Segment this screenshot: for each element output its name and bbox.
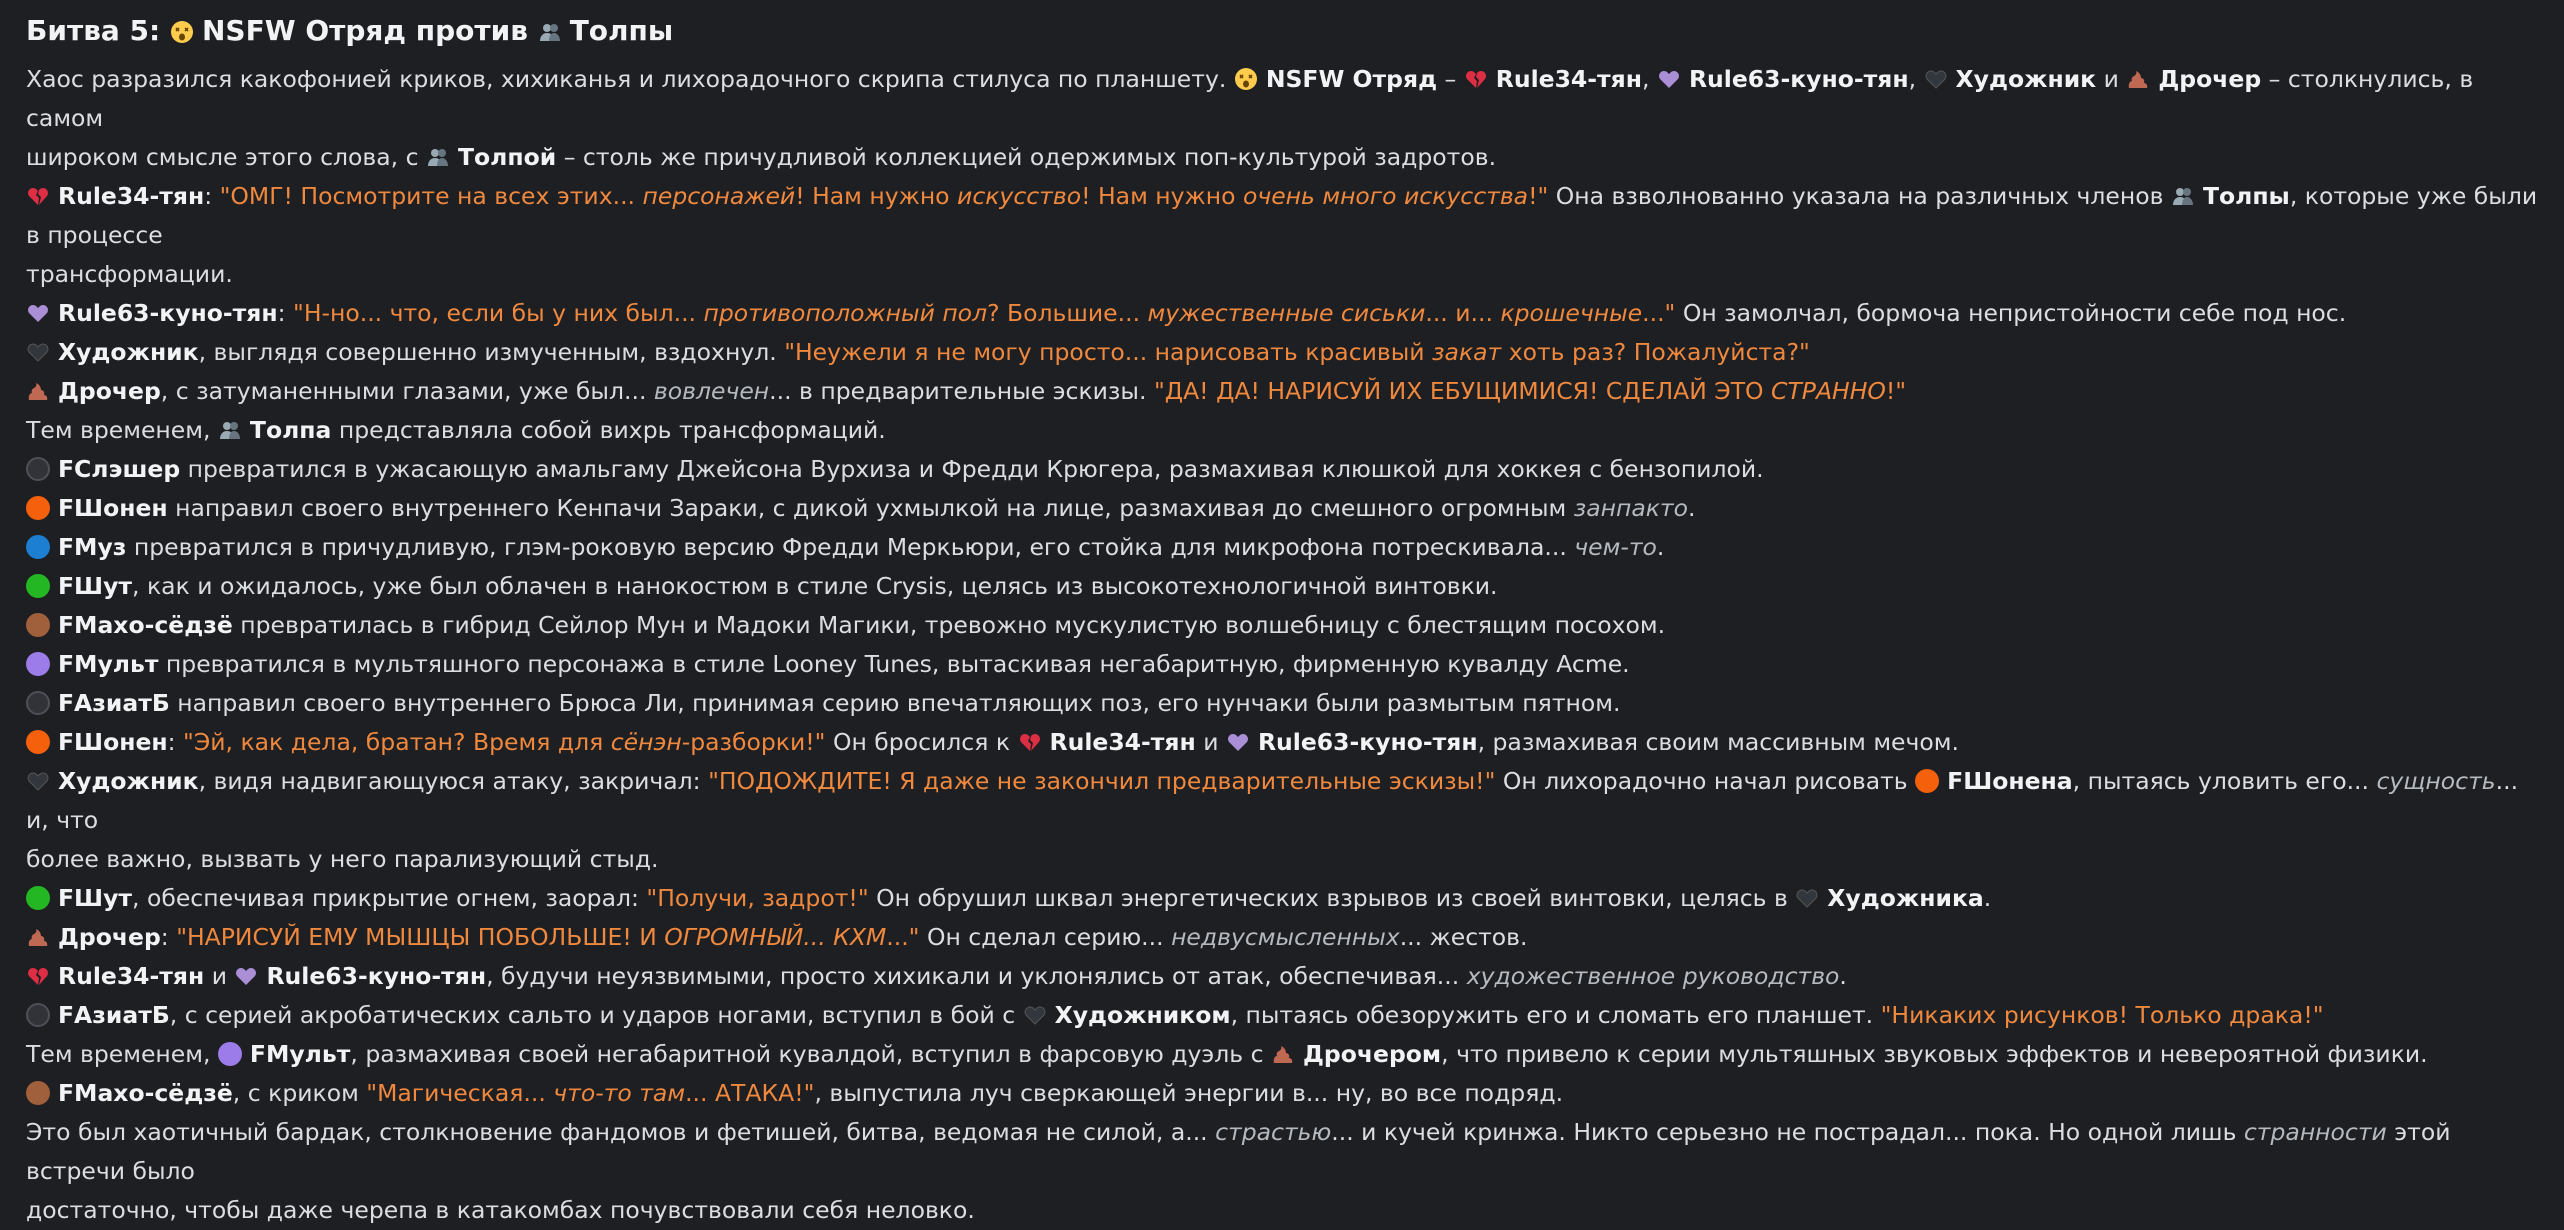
purple-heart-icon: [1226, 730, 1250, 754]
muz-text: FМуз: [58, 533, 127, 561]
l9i-text: чем-то: [1574, 533, 1657, 561]
l20c-text: , что привело к серии мультяшных звуковых эффектов и невероятной физики.: [1441, 1040, 2428, 1068]
artist-text: Художник: [1955, 65, 2097, 93]
l3qi2-text: мужественные сиськи: [1147, 299, 1426, 327]
broken-heart-icon: [26, 184, 50, 208]
l3q2-text: ? Большие...: [987, 299, 1148, 327]
l14d-text: , размахивая своим массивным мечом.: [1477, 728, 1959, 756]
black-heart-icon: [26, 340, 50, 364]
mahou-text: FМахо-сёдзё: [58, 611, 233, 639]
l17a-text: :: [160, 923, 177, 951]
orange-circle-icon: [1915, 769, 1939, 793]
purple-heart-icon: [1657, 67, 1681, 91]
brown-circle-icon: [26, 613, 50, 637]
line-aziat: [26, 684, 2538, 723]
busts-icon: [426, 145, 450, 169]
l1g-text: широком смысле этого слова, с: [26, 143, 426, 171]
l14q1-text: "Эй, как дела, братан? Время для: [183, 728, 611, 756]
orange-circle-icon: [26, 496, 50, 520]
paragraph-intro: [26, 60, 2538, 177]
l1b-text: –: [1437, 65, 1464, 93]
l16b-text: Он обрушил шквал энергетических взрывов из своей винтовки, целясь в: [868, 884, 1796, 912]
l18i-text: художественное руководство: [1466, 962, 1840, 990]
l6b-text: представляла собой вихрь трансформаций.: [331, 416, 886, 444]
line-aziat-fight: [26, 996, 2538, 1035]
poop-icon: [26, 925, 50, 949]
line-shonen: [26, 489, 2538, 528]
dizzy-face-icon: [170, 20, 194, 44]
l2qi1-text: персонажей: [642, 182, 796, 210]
l5b-text: ... в предварительные эскизы.: [769, 377, 1154, 405]
broken-heart-icon: [26, 964, 50, 988]
rule63-text: Rule63-куно-тян: [1688, 65, 1909, 93]
drocher-text: Дрочер: [2158, 65, 2262, 93]
l16q-text: "Получи, задрот!": [646, 884, 869, 912]
rule34-text: Rule34-тян: [58, 962, 205, 990]
black-heart-icon: [1795, 886, 1819, 910]
shonena-text: FШонена: [1947, 767, 2073, 795]
purple-heart-icon: [234, 964, 258, 988]
l22i1-text: страстью: [1215, 1118, 1332, 1146]
l1f-text: – столкнулись, в самом: [26, 65, 2474, 132]
l5i-text: вовлечен: [653, 377, 770, 405]
l16a-text: , обеспечивая прикрытие огнем, заорал:: [132, 884, 647, 912]
l2q1-text: "ОМГ! Посмотрите на всех этих...: [219, 182, 643, 210]
l22i2-text: странности: [2243, 1118, 2387, 1146]
l15b-text: Он лихорадочно начал рисовать: [1495, 767, 1916, 795]
l2b-text: Она взволнованно указала на различных членов: [1548, 182, 2171, 210]
l3q4-text: ...": [1642, 299, 1676, 327]
l2q2-text: ! Нам нужно: [795, 182, 958, 210]
title-squad: NSFW Отряд против: [201, 14, 528, 47]
l14qi-text: сёнэн: [610, 728, 682, 756]
l20b-text: , размахивая своей негабаритной кувалдой, вступил в фарсовую дуэль с: [350, 1040, 1271, 1068]
l15i-text: сущность: [2376, 767, 2496, 795]
line-mult-duel: [26, 1035, 2538, 1074]
l6a-text: Тем временем,: [26, 416, 218, 444]
purple-heart-icon: [26, 301, 50, 325]
l4a-text: , выглядя совершенно измученным, вздохнул.: [198, 338, 785, 366]
l2q3-text: ! Нам нужно: [1081, 182, 1243, 210]
l1d-text: ,: [1908, 65, 1924, 93]
black-circle-icon: [26, 691, 50, 715]
l1c-text: ,: [1642, 65, 1657, 93]
green-circle-icon: [26, 574, 50, 598]
broken-heart-icon: [1018, 730, 1042, 754]
l15c-text: , пытаясь уловить его...: [2072, 767, 2377, 795]
line-drocher-shout: [26, 918, 2538, 957]
l13-text: направил своего внутреннего Брюса Ли, принимая серию впечатляющих поз, его нунчаки были размытым пятном.: [169, 689, 1621, 717]
l7-text: превратился в ужасающую амальгаму Джейсона Вурхиза и Фредди Крюгера, размахивая клюшкой для хоккея с бензопилой.: [180, 455, 1764, 483]
line-mahou-attack: [26, 1074, 2538, 1113]
l2a-text: :: [204, 182, 220, 210]
black-heart-icon: [1023, 1003, 1047, 1027]
l17qi-text: ОГРОМНЫЙ... КХМ: [664, 923, 887, 951]
busts-icon: [2171, 184, 2195, 208]
battle-title: [26, 10, 2538, 52]
l3q1-text: "Н-но... что, если бы у них был...: [293, 299, 704, 327]
line-mahou: [26, 606, 2538, 645]
line-shonen-attack: [26, 723, 2538, 762]
purple-circle-icon: [218, 1042, 242, 1066]
artist-text: Художник: [58, 338, 199, 366]
l4q2-text: хоть раз? Пожалуйста?": [1501, 338, 1810, 366]
l2a-text: :: [277, 299, 294, 327]
rule34-text: Rule34-тян: [1049, 728, 1196, 756]
aziat-text: FАзиатБ: [58, 1001, 170, 1029]
crowd-text: Толпа: [249, 416, 332, 444]
l2c-text: , которые уже были в процессе: [26, 182, 2538, 249]
l4qi-text: закат: [1432, 338, 1502, 366]
l19a-text: , с серией акробатических сальто и ударов ногами, вступил в бой с: [169, 1001, 1023, 1029]
green-circle-icon: [26, 886, 50, 910]
shut-text: FШут: [58, 572, 133, 600]
l3qi1-text: противоположный пол: [703, 299, 988, 327]
line-crowd-meanwhile: [26, 411, 2538, 450]
l21qi-text: что-то там: [553, 1079, 686, 1107]
broken-heart-icon: [1464, 67, 1488, 91]
line-duo-dodge: [26, 957, 2538, 996]
rule63-text: Rule63-куно-тян: [266, 962, 487, 990]
l18b-text: , будучи неуязвимыми, просто хихикали и уклонялись от атак, обеспечивая...: [486, 962, 1467, 990]
l21a-text: , с криком: [232, 1079, 367, 1107]
shonen-text: FШонен: [58, 728, 168, 756]
brown-circle-icon: [26, 1081, 50, 1105]
poop-icon: [26, 379, 50, 403]
line-mult: [26, 645, 2538, 684]
l8b-text: .: [1688, 494, 1696, 522]
purple-circle-icon: [26, 652, 50, 676]
drocher-text: Дрочер: [58, 377, 161, 405]
l17q1-text: "НАРИСУЙ ЕМУ МЫШЦЫ ПОБОЛЬШЕ! И: [176, 923, 665, 951]
l9a-text: превратился в причудливую, глэм-роковую версию Фредди Меркьюри, его стойка для микрофона потрескивала...: [126, 533, 1575, 561]
crowd-gen-text: Толпы: [2202, 182, 2290, 210]
black-circle-icon: [26, 457, 50, 481]
l8a-text: направил своего внутреннего Кенпачи Зараки, с дикой ухмылкой на лице, размахивая до смешного огромным: [167, 494, 1574, 522]
mult-text: FМульт: [58, 650, 159, 678]
l4q1-text: "Неужели я не могу просто... нарисовать красивый: [784, 338, 1433, 366]
l20a-text: Тем временем,: [26, 1040, 218, 1068]
l1e-text: и: [2096, 65, 2127, 93]
line-artist-wait: [26, 762, 2538, 879]
shonen-text: FШонен: [58, 494, 168, 522]
l15q-text: "ПОДОЖДИТЕ! Я даже не закончил предварительные эскизы!": [708, 767, 1496, 795]
l22c-text: этой встречи было: [26, 1118, 2451, 1185]
mult-text: FМульт: [249, 1040, 351, 1068]
line-rule63: [26, 294, 2538, 333]
poop-icon: [2126, 67, 2150, 91]
artist-text: Художник: [58, 767, 199, 795]
dizzy-face-icon: [1234, 67, 1258, 91]
l1a-text: Хаос разразился какофонией криков, хихиканья и лихорадочного скрипа стилуса по планшету.: [26, 65, 1227, 93]
aziat-text: FАзиатБ: [58, 689, 170, 717]
title-prefix: Битва 5:: [26, 14, 161, 47]
l22b-text: ... и кучей кринжа. Никто серьезно не пострадал... пока. Но одной лишь: [1331, 1118, 2244, 1146]
l1h-text: – столь же причудливой коллекцией одержимых поп-культурой задротов.: [556, 143, 1497, 171]
l16c-text: .: [1983, 884, 1992, 912]
line-slasher: [26, 450, 2538, 489]
l14a-text: :: [167, 728, 184, 756]
l5q2-text: !": [1885, 377, 1907, 405]
l17c-text: ... жестов.: [1399, 923, 1528, 951]
l14b-text: Он бросился к: [825, 728, 1018, 756]
l15a-text: , видя надвигающуюся атаку, закричал:: [198, 767, 709, 795]
line-muz: [26, 528, 2538, 567]
l10-text: , как и ожидалось, уже был облачен в нанокостюм в стиле Crysis, целясь из высокотехнологичной винтовки.: [132, 572, 1498, 600]
l19q-text: "Никаких рисунков! Только драка!": [1880, 1001, 2324, 1029]
l11-text: превратилась в гибрид Сейлор Мун и Мадоки Магики, тревожно мускулистую волшебницу с блестящим посохом.: [232, 611, 1666, 639]
paragraph-conclusion: [26, 1113, 2538, 1230]
rule63-text: Rule63-куно-тян: [1257, 728, 1478, 756]
l19b-text: , пытаясь обезоружить его и сломать его планшет.: [1230, 1001, 1881, 1029]
l5q1-text: "ДА! ДА! НАРИСУЙ ИХ ЕБУЩИМИСЯ! СДЕЛАЙ ЭТО: [1153, 377, 1772, 405]
title-crowd: Толпы: [569, 14, 674, 47]
l15d-text: ... и, что: [26, 767, 2519, 834]
l22d-text: достаточно, чтобы даже черепа в катакомбах почувствовали себя неловко.: [26, 1196, 975, 1224]
name-squad: NSFW Отряд: [1265, 65, 1438, 93]
busts-icon: [538, 20, 562, 44]
l9b-text: .: [1656, 533, 1665, 561]
l17q2-text: ...": [886, 923, 920, 951]
l2qi3-text: очень много искусства: [1242, 182, 1529, 210]
l18a-text: и: [204, 962, 235, 990]
rule63-text: Rule63-куно-тян: [58, 299, 278, 327]
black-heart-icon: [1924, 67, 1948, 91]
l21b-text: , выпустила луч сверкающей энергии в... ну, во все подряд.: [814, 1079, 1564, 1107]
l3b-text: Он замолчал, бормоча непристойности себе под нос.: [1675, 299, 2347, 327]
line-shut-fire: [26, 879, 2538, 918]
slasher-text: FСлэшер: [58, 455, 181, 483]
l5a-text: , с затуманенными глазами, уже был...: [160, 377, 654, 405]
poop-icon: [1271, 1042, 1295, 1066]
rule34-text: Rule34-тян: [58, 182, 205, 210]
mahou-text: FМахо-сёдзё: [58, 1079, 233, 1107]
l2qi2-text: искусство: [957, 182, 1082, 210]
orange-circle-icon: [26, 730, 50, 754]
l3q3-text: ... и...: [1425, 299, 1501, 327]
l21q1-text: "Магическая...: [366, 1079, 554, 1107]
crowd-ins-text: Толпой: [457, 143, 557, 171]
artist-gen-text: Художника: [1827, 884, 1984, 912]
l2d-text: трансформации.: [26, 260, 233, 288]
drocher-text: Дрочер: [58, 923, 161, 951]
l22a-text: Это был хаотичный бардак, столкновение фандомов и фетишей, битва, ведомая не силой, а...: [26, 1118, 1216, 1146]
black-circle-icon: [26, 1003, 50, 1027]
l3qi3-text: крошечные: [1500, 299, 1643, 327]
line-rule34: [26, 177, 2538, 294]
black-heart-icon: [26, 769, 50, 793]
line-artist: [26, 333, 2538, 372]
line-drocher: [26, 372, 2538, 411]
l21q2-text: ... АТАКА!": [685, 1079, 815, 1107]
l8i-text: занпакто: [1573, 494, 1688, 522]
shut-text: FШут: [58, 884, 133, 912]
l14q2-text: -разборки!": [681, 728, 826, 756]
l12-text: превратился в мультяшного персонажа в стиле Looney Tunes, вытаскивая негабаритную, фирменную кувалду Acme.: [158, 650, 1630, 678]
l17b-text: Он сделал серию...: [919, 923, 1172, 951]
busts-icon: [218, 418, 242, 442]
drocher-ins-text: Дрочером: [1303, 1040, 1442, 1068]
l15e-text: более важно, вызвать у него парализующий стыд.: [26, 845, 659, 873]
l14c-text: и: [1195, 728, 1226, 756]
rule34-text: Rule34-тян: [1495, 65, 1642, 93]
line-shut: [26, 567, 2538, 606]
l2q4-text: !": [1528, 182, 1549, 210]
l5qi-text: СТРАННО: [1771, 377, 1886, 405]
l18c-text: .: [1839, 962, 1847, 990]
l17i-text: недвусмысленных: [1171, 923, 1400, 951]
blue-circle-icon: [26, 535, 50, 559]
artist-ins-text: Художником: [1054, 1001, 1231, 1029]
